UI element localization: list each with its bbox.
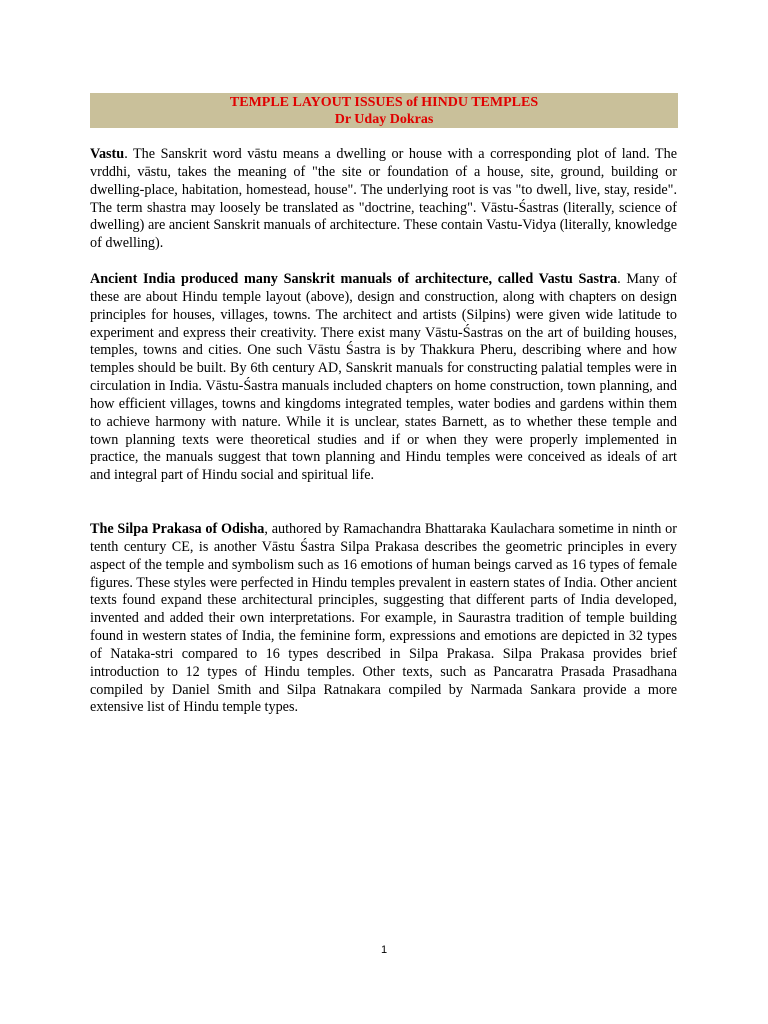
- paragraph-body: . The Sanskrit word vāstu means a dwelling or house with a corresponding plot of land. The vrddhi, vāstu, takes the meaning of "the site or foundation of a house, site, ground, building or dwelling-place, habitation, homestead, house". The underlying root is vas "to dwell, live, stay, reside". The term shastra may loosely be translated as "doctrine, teaching". Vāstu-Śastras (literally, science of dwelling) are ancient Sanskrit manuals of architecture. These contain Vastu-Vidya (literally, knowledge of dwelling).: [90, 146, 677, 252]
- paragraph-body: , authored by Ramachandra Bhattaraka Kaulachara sometime in ninth or tenth century CE, is another Vāstu Śastra Silpa Prakasa describes the geometric principles in every aspect of the temple and symbolism such as 16 emotions of human beings carved as 16 types of female figures. These styles were perfected in Hindu temples prevalent in eastern states of India. Other ancient texts found expand these architectural principles, suggesting that different parts of India developed, invented and added their own interpretations. For example, in Saurastra tradition of temple building found in western states of India, the feminine form, expressions and emotions are depicted in 32 types of Nataka-stri compared to 16 types described in Silpa Prakasa. Silpa Prakasa provides brief introduction to 12 types of Hindu temples. Other texts, such as Pancaratra Prasada Prasadhana compiled by Daniel Smith and Silpa Ratnakara compiled by Narmada Sankara provide a more extensive list of Hindu temple types.: [90, 521, 677, 716]
- paragraph-lead: Vastu: [90, 146, 125, 162]
- page-number: 1: [380, 944, 388, 956]
- paragraph-lead: Ancient India produced many Sanskrit manuals of architecture, called Vastu Sastra: [90, 271, 618, 287]
- paragraph-vastu: [90, 146, 677, 253]
- paragraph-lead: The Silpa Prakasa of Odisha: [90, 521, 265, 537]
- document-title-banner: [90, 93, 678, 128]
- paragraph-body: . Many of these are about Hindu temple layout (above), design and construction, along with chapters on design principles for houses, villages, towns. The architect and artists (Silpins) were given wide latitude to experiment and express their creativity. There exist many Vāstu-Śastras on the art of building houses, temples, towns and cities. One such Vāstu Śastra is by Thakkura Pheru, describing where and how temples should be built. By 6th century AD, Sanskrit manuals for constructing palatial temples were in circulation in India. Vāstu-Śastra manuals included chapters on home construction, town planning, and how efficient villages, towns and kingdoms integrated temples, water bodies and gardens within them to achieve harmony with nature. While it is unclear, states Barnett, as to whether these temple and town planning texts were theoretical studies and if or when they were properly implemented in practice, the manuals suggest that town planning and Hindu temples were conceived as ideals of art and integral part of Hindu social and spiritual life.: [90, 271, 677, 484]
- paragraph-silpa-prakasa: [90, 521, 677, 717]
- paragraph-vastu-sastra: [90, 271, 677, 485]
- document-title: TEMPLE LAYOUT ISSUES of HINDU TEMPLES: [229, 95, 539, 110]
- document-author: Dr Uday Dokras: [334, 112, 434, 127]
